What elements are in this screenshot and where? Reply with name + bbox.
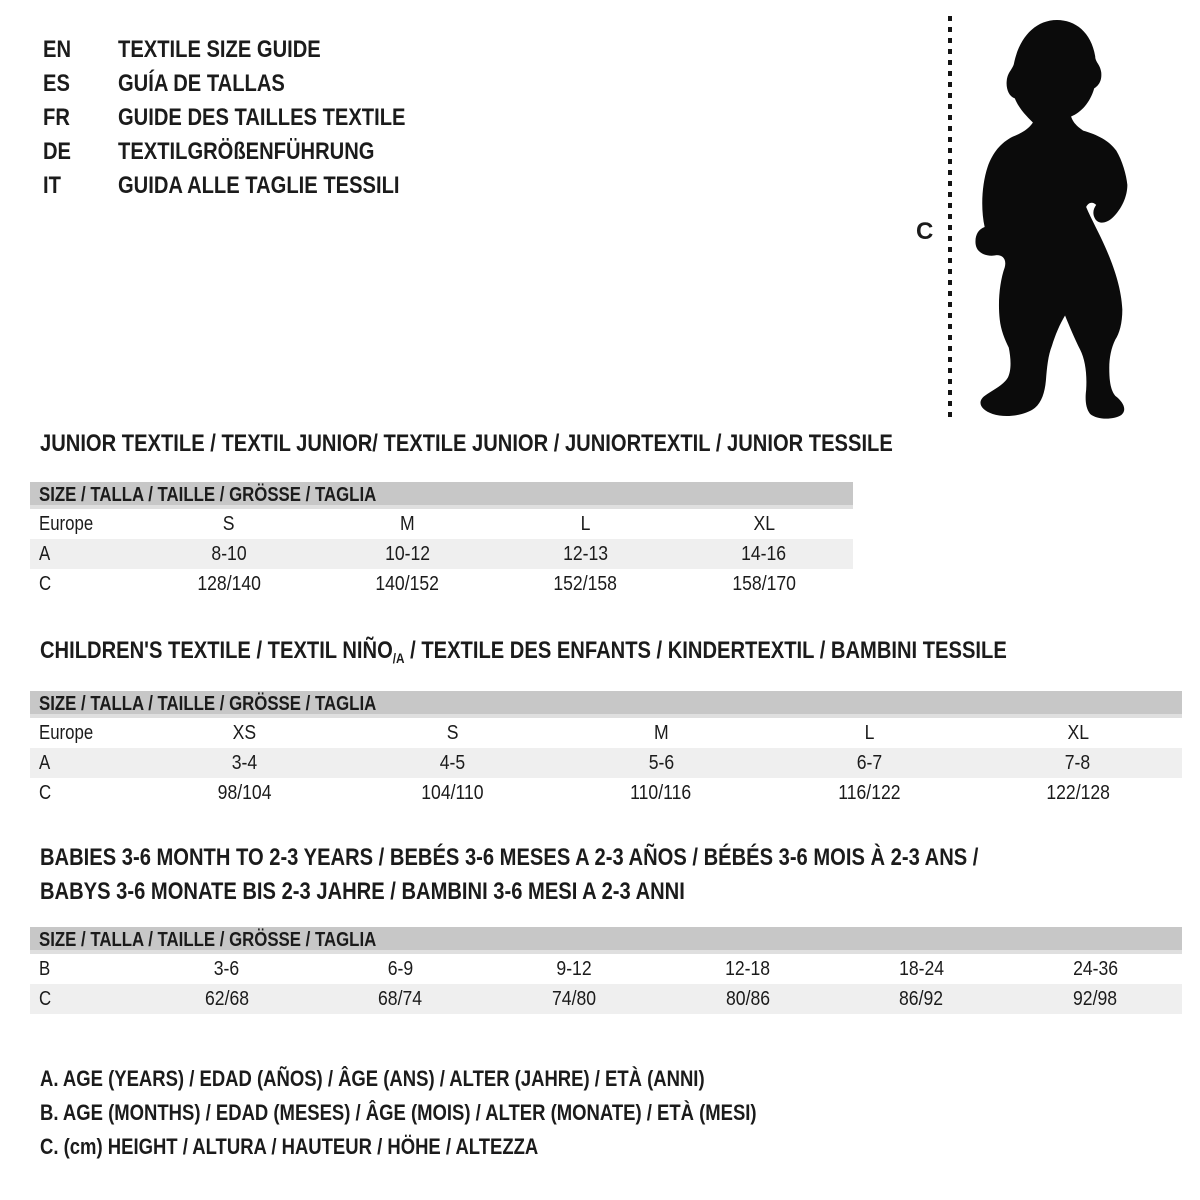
table-row: C 98/104 104/110 110/116 116/122 122/128 <box>39 781 1110 804</box>
guide-title-fr: GUIDE DES TAILLES TEXTILE <box>118 104 406 131</box>
language-title-list <box>43 33 460 203</box>
guide-title-it: GUIDA ALLE TAGLIE TESSILI <box>118 172 400 199</box>
table-row: Europe S M L XL <box>39 512 775 535</box>
guide-title-de: TEXTILGRÖßENFÜHRUNG <box>118 138 375 165</box>
lang-code: EN <box>43 36 72 63</box>
table-row: C 62/68 68/74 74/80 80/86 86/92 92/98 <box>30 984 1182 1014</box>
lang-code: IT <box>43 172 61 199</box>
row-label: C <box>39 572 52 595</box>
table-row: B 3-6 6-9 9-12 12-18 18-24 24-36 <box>39 957 1118 980</box>
height-measure-dashed-line <box>948 16 952 420</box>
lang-code: ES <box>43 70 70 97</box>
lang-code: DE <box>43 138 72 165</box>
lang-row-it <box>43 169 460 203</box>
size-header-bar: SIZE / TALLA / TAILLE / GRÖSSE / TAGLIA <box>30 482 853 509</box>
legend-line-a: A. AGE (YEARS) / EDAD (AÑOS) / ÂGE (ANS) / ALTER (JAHRE) / ETÀ (ANNI) <box>40 1066 705 1091</box>
table-row: Europe XS S M L XL <box>39 721 1089 744</box>
section-title-junior: JUNIOR TEXTILE / TEXTIL JUNIOR/ TEXTILE JUNIOR / JUNIORTEXTIL / JUNIOR TESSILE <box>40 430 893 457</box>
row-label: Europe <box>39 721 94 744</box>
lang-row-fr <box>43 101 460 135</box>
lang-code: FR <box>43 104 70 131</box>
lang-row-en <box>43 33 460 67</box>
row-label: B <box>39 957 51 980</box>
row-label: A <box>39 542 51 565</box>
row-label: C <box>39 987 52 1010</box>
size-header-bar: SIZE / TALLA / TAILLE / GRÖSSE / TAGLIA <box>30 927 1182 954</box>
measure-legend <box>40 1062 893 1164</box>
row-label: A <box>39 751 51 774</box>
guide-title-es: GUÍA DE TALLAS <box>118 70 285 97</box>
junior-size-table <box>30 482 853 599</box>
size-header-bar: SIZE / TALLA / TAILLE / GRÖSSE / TAGLIA <box>30 691 1182 718</box>
height-measure-label: C <box>916 218 934 245</box>
lang-row-es <box>43 67 460 101</box>
row-label: C <box>39 781 52 804</box>
toddler-silhouette-icon <box>968 12 1140 424</box>
babies-size-table <box>30 927 1182 1014</box>
guide-title-en: TEXTILE SIZE GUIDE <box>118 36 321 63</box>
table-row: C 128/140 140/152 152/158 158/170 <box>39 572 796 595</box>
table-row: A 8-10 10-12 12-13 14-16 <box>30 539 853 569</box>
lang-row-de <box>43 135 460 169</box>
table-row: A 3-4 4-5 5-6 6-7 7-8 <box>30 748 1182 778</box>
section-title-children: CHILDREN'S TEXTILE / TEXTIL $NIÑO_{/A}$ / TEXTILE DES ENFANTS / KINDERTEXTIL / BAMBINI TESSILE <box>40 637 1007 666</box>
legend-line-b: B. AGE (MONTHS) / EDAD (MESES) / ÂGE (MOIS) / ALTER (MONATE) / ETÀ (MESI) <box>40 1100 757 1125</box>
section-title-babies: BABIES 3-6 MONTH TO 2-3 YEARS / BEBÉS 3-6 MESES A 2-3 AÑOS / BÉBÉS 3-6 MOIS À 2-3 ANS / BABYS 3-6 MONATE BIS 2-3 JAHRE / BAMBINI 3-6 MESI A 2-3 ANNI <box>40 844 979 905</box>
legend-line-c: C. (cm) HEIGHT / ALTURA / HAUTEUR / HÖHE / ALTEZZA <box>40 1134 539 1159</box>
row-label: Europe <box>39 512 94 535</box>
children-size-table <box>30 691 1182 808</box>
